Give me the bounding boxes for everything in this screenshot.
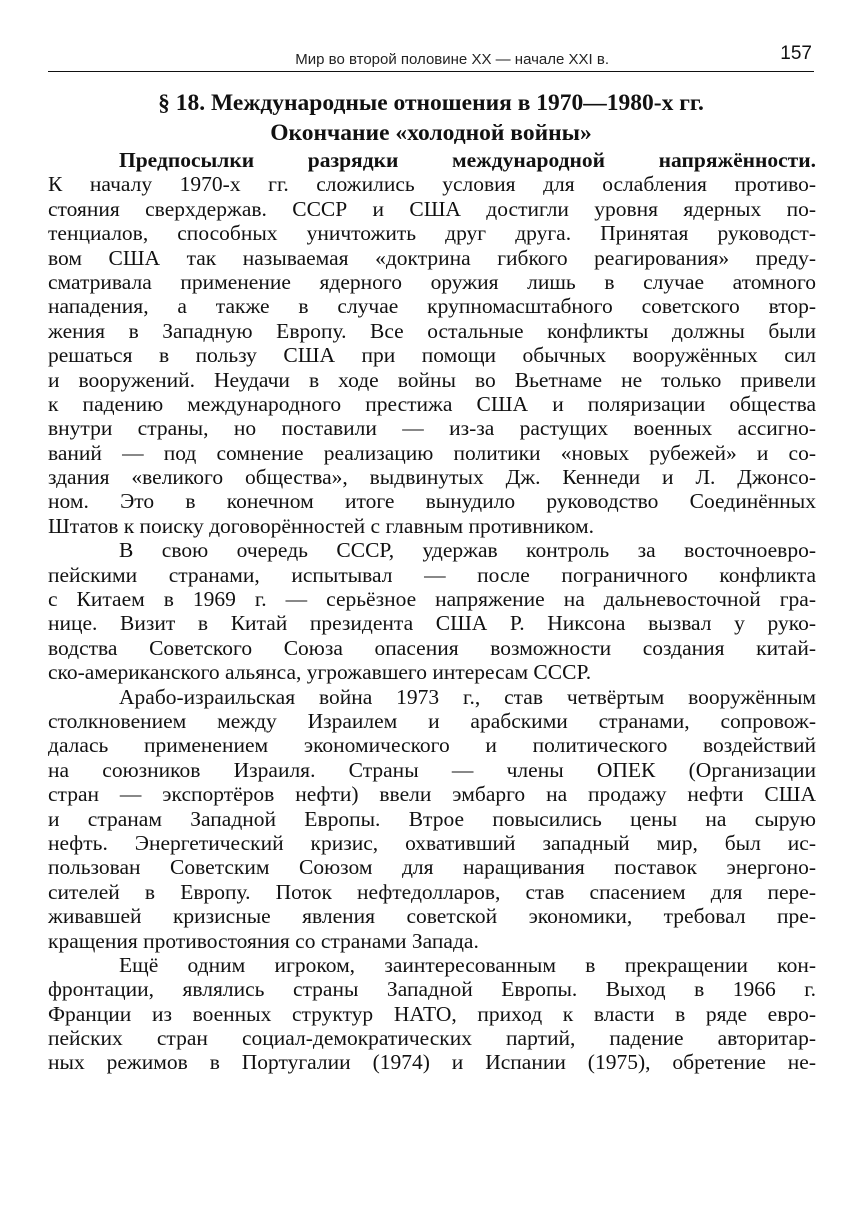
text-line: пейских стран социал-демократических партий, падение авторитар- bbox=[48, 1026, 816, 1051]
text-line: и странам Западной Европы. Втрое повысились цены на сырую bbox=[48, 806, 816, 831]
page-number: 157 bbox=[780, 43, 812, 64]
text-line: на союзников Израиля. Страны — члены ОПЕК (Организации bbox=[48, 757, 816, 782]
paragraph bbox=[48, 148, 816, 538]
text-line: сителей в Европу. Поток нефтедолларов, став спасением для пере- bbox=[48, 879, 816, 904]
paragraph-subhead: Предпосылки разрядки международной напряжённости. bbox=[119, 148, 816, 172]
text-line: В свою очередь СССР, удержав контроль за восточноевро- bbox=[119, 538, 816, 563]
header-rule bbox=[48, 71, 814, 72]
text-line: Арабо-израильская война 1973 г., став четвёртым вооружённым bbox=[119, 684, 816, 709]
text-line: нице. Визит в Китай президента США Р. Никсона вызвал у руко- bbox=[48, 611, 816, 636]
text-line: внутри страны, но поставили — из-за растущих военных ассигно- bbox=[48, 416, 816, 441]
page-header bbox=[48, 40, 814, 72]
text-line: ных режимов в Португалии (1974) и Испании (1975), обретение не- bbox=[48, 1050, 816, 1075]
text-line: нападения, а также в случае крупномасштабного советского втор- bbox=[48, 294, 816, 319]
text-line: К началу 1970-х гг. сложились условия для ослабления противо- bbox=[48, 172, 816, 197]
text-line: пользован Советским Союзом для наращивания поставок энергоно- bbox=[48, 855, 816, 880]
paragraph bbox=[48, 684, 816, 953]
text-line: ваний — под сомнение реализацию политики «новых рубежей» и со- bbox=[48, 440, 816, 465]
running-head: Мир во второй половине XX — начале XXI в. bbox=[295, 51, 609, 68]
text-line: живавшей кризисные явления советской экономики, требовал пре- bbox=[48, 904, 816, 929]
section-title bbox=[48, 88, 814, 148]
text-line: тенциалов, способных уничтожить друг друга. Принятая руководст- bbox=[48, 221, 816, 246]
text-line: сматривала применение ядерного оружия лишь в случае атомного bbox=[48, 269, 816, 294]
text-line: Франции из военных структур НАТО, приход к власти в ряде евро- bbox=[48, 1001, 816, 1026]
text-line: Ещё одним игроком, заинтересованным в прекращении кон- bbox=[119, 952, 816, 977]
text-line: вом США так называемая «доктрина гибкого реагирования» преду- bbox=[48, 245, 816, 270]
text-line: здания «великого общества», выдвинутых Дж. Кеннеди и Л. Джонсо- bbox=[48, 465, 816, 490]
text-line: фронтации, являлись страны Западной Европы. Выход в 1966 г. bbox=[48, 977, 816, 1002]
paragraph bbox=[48, 538, 816, 685]
section-title-line-1: § 18. Международные отношения в 1970—1980-х гг. bbox=[158, 90, 704, 116]
text-line: Штатов к поиску договорённостей с главным противником. bbox=[48, 513, 595, 538]
text-line: и вооружений. Неудачи в ходе войны во Вьетнаме не только привели bbox=[48, 367, 816, 392]
text-line: нефть. Энергетический кризис, охвативший западный мир, был ис- bbox=[48, 830, 816, 855]
text-line: столкновением между Израилем и арабскими странами, сопровож- bbox=[48, 708, 816, 733]
body-text bbox=[48, 148, 816, 1075]
text-line: кращения противостояния со странами Запада. bbox=[48, 928, 479, 953]
text-line: с Китаем в 1969 г. — серьёзное напряжение на дальневосточной гра- bbox=[48, 587, 816, 612]
text-line: стояния сверхдержав. СССР и США достигли уровня ядерных по- bbox=[48, 196, 816, 221]
text-line: к падению международного престижа США и поляризации общества bbox=[48, 391, 816, 416]
text-line: стран — экспортёров нефти) ввели эмбарго на продажу нефти США bbox=[48, 782, 816, 807]
text-line: ном. Это в конечном итоге вынудило руководство Соединённых bbox=[48, 489, 816, 514]
text-line: далась применением экономического и политического воздействий bbox=[48, 733, 816, 758]
text-line: пейскими странами, испытывал — после пограничного конфликта bbox=[48, 562, 816, 587]
text-line: решаться в пользу США при помощи обычных вооружённых сил bbox=[48, 343, 816, 368]
text-line: водства Советского Союза опасения возможности создания китай- bbox=[48, 635, 816, 660]
section-title-line-2: Окончание «холодной войны» bbox=[270, 120, 592, 146]
text-line: жения в Западную Европу. Все остальные конфликты должны были bbox=[48, 318, 816, 343]
text-line: ско-американского альянса, угрожавшего интересам СССР. bbox=[48, 660, 592, 685]
paragraph bbox=[48, 952, 816, 1075]
